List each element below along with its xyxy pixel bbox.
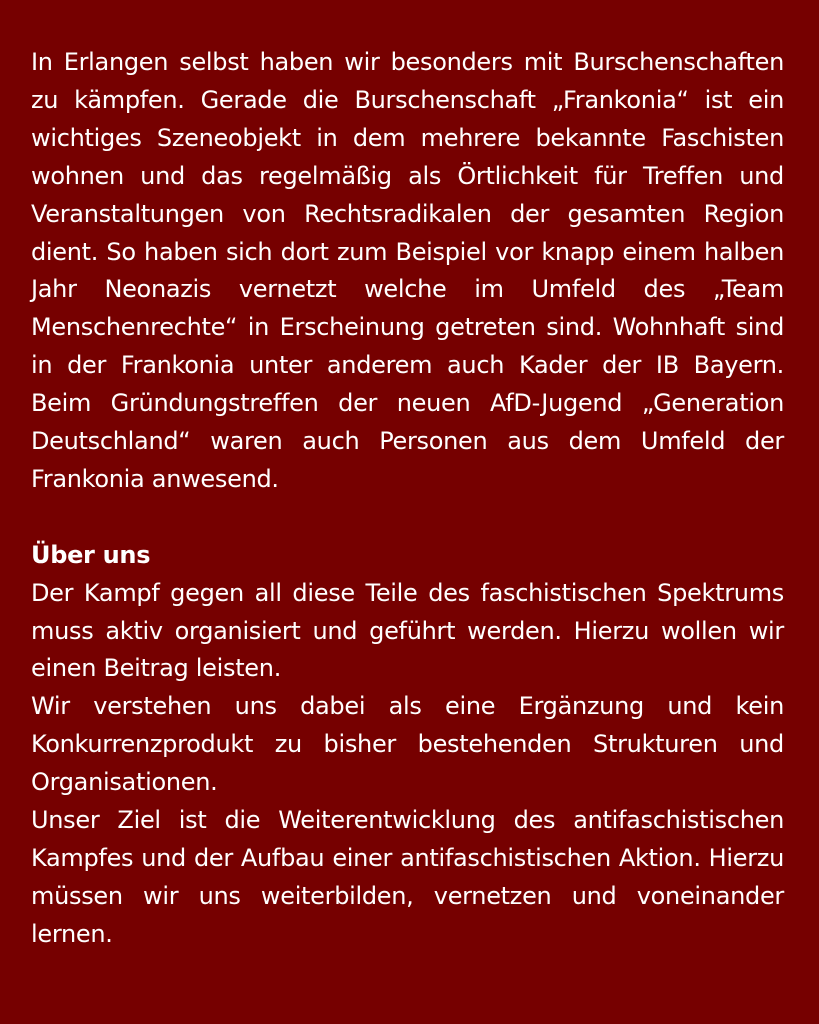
intro-paragraph: In Erlangen selbst haben wir besonders mit Burschenschaften zu kämpfen. Gerade die Burschenschaft „Frankonia“ ist ein wichtiges Szeneobjekt in dem mehrere bekannte Faschisten wohnen und das regelmäßig als Örtlichkeit für Treffen und Veranstaltungen von Rechtsradikalen der gesamten Region dient. So haben sich dort zum Beispiel vor knapp einem halben Jahr Neonazis vernetzt welche im Umfeld des „Team Menschenrechte“ in Erscheinung getreten sind. Wohnhaft sind in der Frankonia unter anderem auch Kader der IB Bayern. Beim Gründungstreffen der neuen AfD-Jugend „Generation Deutschland“ waren auch Personen aus dem Umfeld der Frankonia anwesend. [31, 48, 784, 493]
about-heading: Über uns [31, 540, 151, 569]
about-paragraph-1: Der Kampf gegen all diese Teile des faschistischen Spektrums muss aktiv organisiert und geführt werden. Hierzu wollen wir einen Beitrag leisten. [31, 578, 784, 683]
paragraph-spacer [31, 499, 784, 537]
about-paragraph-2: Wir verstehen uns dabei als eine Ergänzung und kein Konkurrenzprodukt zu bisher bestehenden Strukturen und Organisationen. [31, 692, 784, 797]
about-paragraph-3: Unser Ziel ist die Weiterentwicklung des antifaschistischen Kampfes und der Aufbau einer antifaschistischen Aktion. Hierzu müssen wir uns weiterbilden, vernetzen und voneinander lernen. [31, 806, 784, 948]
